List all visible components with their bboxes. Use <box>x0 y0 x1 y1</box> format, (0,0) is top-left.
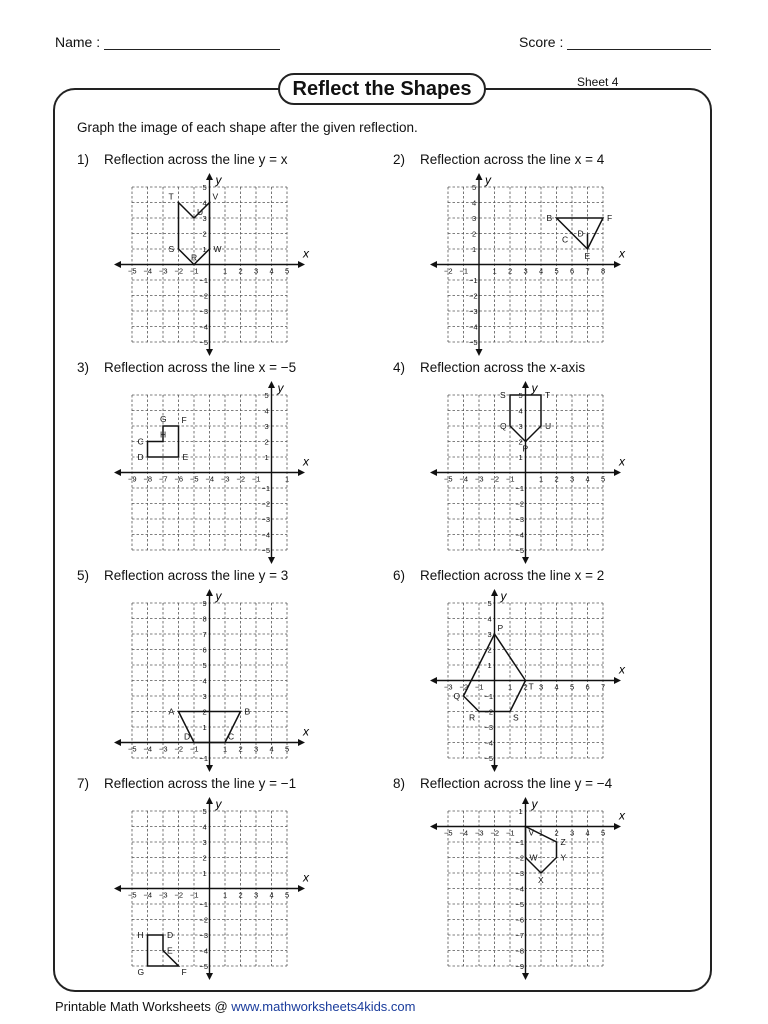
y-tick-label: −3 <box>261 515 271 524</box>
x-tick-label: 5 <box>554 266 559 276</box>
y-tick-label: 1 <box>202 869 207 878</box>
y-tick-label: −2 <box>484 707 494 717</box>
x-tick-label: 1 <box>539 474 544 484</box>
vertex-label: T <box>528 681 534 692</box>
x-axis-letter: x <box>303 870 309 885</box>
x-tick-label: 3 <box>254 744 259 754</box>
x-tick-label: −4 <box>459 474 469 484</box>
problem-6-label <box>393 568 604 583</box>
y-axis-letter: y <box>215 589 222 603</box>
x-tick-label: −5 <box>128 266 137 276</box>
x-tick-label: −2 <box>490 828 500 838</box>
y-tick-label: 3 <box>202 838 207 847</box>
problem-number: 1) <box>77 152 90 167</box>
y-tick-label: 6 <box>202 645 207 655</box>
x-tick-label: 5 <box>285 890 290 900</box>
x-tick-label: −1 <box>190 744 199 754</box>
y-tick-label: −5 <box>484 754 494 763</box>
tick-labels <box>128 599 289 763</box>
coordinate-grid-2 <box>428 175 628 355</box>
y-tick-label: −9 <box>515 962 525 971</box>
axes <box>114 797 305 980</box>
y-tick-label: 2 <box>472 229 477 239</box>
y-tick-label: −5 <box>199 338 209 347</box>
problem-text: Reflection across the line x = 2 <box>420 568 605 583</box>
x-tick-label: 5 <box>601 474 606 484</box>
y-tick-label: 5 <box>202 661 207 670</box>
x-tick-label: 2 <box>508 266 513 276</box>
y-axis-letter: y <box>277 381 284 395</box>
y-tick-label: −2 <box>515 853 525 863</box>
y-tick-label: −8 <box>515 946 525 956</box>
y-axis-letter: y <box>215 797 222 811</box>
y-tick-label: −2 <box>515 499 525 509</box>
y-tick-label: 1 <box>202 245 207 254</box>
y-tick-label: −5 <box>261 546 271 555</box>
x-tick-label: −2 <box>174 266 184 276</box>
vertex-label: Q <box>453 691 461 701</box>
x-tick-label: −3 <box>444 682 453 692</box>
vertex-label: D <box>577 228 584 239</box>
y-tick-label: 4 <box>472 198 477 208</box>
x-tick-label: 2 <box>238 266 243 276</box>
y-axis-letter: y <box>531 797 538 811</box>
vertex-label: P <box>522 443 529 454</box>
y-tick-label: 5 <box>264 391 269 400</box>
y-tick-label: −3 <box>515 869 525 878</box>
x-tick-label: 1 <box>539 828 544 838</box>
vertex-label: D <box>184 731 191 742</box>
x-axis-letter: x <box>619 454 625 469</box>
y-tick-label: 4 <box>202 676 207 686</box>
x-tick-label: 1 <box>223 890 228 900</box>
name-field <box>55 34 280 50</box>
y-tick-label: 9 <box>202 599 207 608</box>
y-tick-label: 2 <box>202 853 207 863</box>
y-tick-label: 5 <box>518 391 523 400</box>
y-tick-label: −1 <box>199 276 209 285</box>
score-label: Score : <box>519 34 564 50</box>
problem-number: 7) <box>77 776 90 791</box>
problem-text: Reflection across the line x = −5 <box>104 360 297 375</box>
vertex-label: F <box>181 415 187 425</box>
y-tick-label: 2 <box>264 437 269 447</box>
x-tick-label: −3 <box>475 828 484 838</box>
x-tick-label: 3 <box>523 266 528 276</box>
problem-number: 5) <box>77 568 90 583</box>
x-tick-label: 5 <box>285 744 290 754</box>
x-tick-label: −2 <box>174 890 184 900</box>
x-tick-label: 1 <box>223 744 228 754</box>
x-axis-letter: x <box>619 246 625 261</box>
y-tick-label: 5 <box>487 599 492 608</box>
name-line <box>104 35 280 50</box>
vertex-label: C <box>228 731 235 742</box>
x-tick-label: 2 <box>238 744 243 754</box>
problem-5-label <box>77 568 288 583</box>
vertex-label: W <box>529 852 538 863</box>
y-tick-label: −1 <box>261 484 271 493</box>
vertex-label: U <box>545 421 552 431</box>
problem-number: 8) <box>393 776 406 791</box>
x-tick-label: 4 <box>585 828 590 838</box>
x-tick-label: −3 <box>159 266 168 276</box>
x-tick-label: −5 <box>128 744 137 754</box>
x-axis-letter: x <box>619 662 625 677</box>
x-tick-label: 5 <box>570 682 575 692</box>
x-tick-label: −3 <box>475 474 484 484</box>
y-tick-label: −7 <box>515 931 525 940</box>
axes <box>114 173 305 356</box>
x-tick-label: 3 <box>570 828 575 838</box>
y-tick-label: −1 <box>484 692 494 701</box>
x-tick-label: −2 <box>490 474 500 484</box>
y-tick-label: −4 <box>469 322 478 332</box>
vertex-label: C <box>562 234 569 245</box>
vertex-label: X <box>538 875 544 885</box>
coordinate-grid-3 <box>112 383 312 563</box>
name-label: Name : <box>55 34 101 50</box>
y-tick-label: −5 <box>515 900 525 909</box>
vertex-label: F <box>607 213 613 223</box>
x-axis-letter: x <box>303 724 309 739</box>
x-tick-label: −4 <box>459 828 469 838</box>
coordinate-grid-8 <box>428 799 628 979</box>
vertex-label: G <box>160 414 167 424</box>
vertex-label: R <box>191 252 198 263</box>
x-tick-label: −1 <box>190 890 199 900</box>
vertex-label: S <box>168 244 175 254</box>
x-tick-label: −1 <box>506 474 515 484</box>
x-tick-label: 4 <box>269 890 274 900</box>
y-tick-label: −3 <box>484 723 494 732</box>
y-tick-label: −2 <box>199 915 209 925</box>
vertex-label: V <box>212 191 219 202</box>
score-line <box>567 35 711 50</box>
x-tick-label: −7 <box>159 474 168 484</box>
coordinate-grid-1 <box>112 175 312 355</box>
vertex-label: G <box>137 967 145 977</box>
vertex-label: E <box>584 251 591 261</box>
vertex-label: Z <box>560 837 566 847</box>
vertex-label: D <box>137 452 144 462</box>
coordinate-grid-5 <box>112 591 312 771</box>
axes <box>430 381 621 564</box>
vertex-label: W <box>213 244 222 254</box>
x-tick-label: 7 <box>601 682 606 692</box>
y-tick-label: −4 <box>515 530 525 540</box>
y-tick-label: −5 <box>199 962 209 971</box>
x-tick-label: −4 <box>143 890 153 900</box>
y-tick-label: 5 <box>202 807 207 816</box>
problem-2-label <box>393 152 604 167</box>
x-tick-label: 1 <box>285 474 290 484</box>
problem-3-label <box>77 360 296 375</box>
x-tick-label: 2 <box>554 474 559 484</box>
vertex-label: T <box>168 191 174 202</box>
x-tick-label: −1 <box>459 266 469 276</box>
vertex-label: E <box>167 945 173 956</box>
x-tick-label: −4 <box>143 266 153 276</box>
x-tick-label: −2 <box>444 266 453 276</box>
vertex-label: B <box>546 213 553 223</box>
x-tick-label: −5 <box>190 474 199 484</box>
problem-7-label <box>77 776 296 791</box>
x-tick-label: −3 <box>159 890 168 900</box>
x-tick-label: 5 <box>285 266 290 276</box>
x-tick-label: 1 <box>492 266 497 276</box>
y-tick-label: 3 <box>264 422 269 431</box>
y-tick-label: 4 <box>202 198 207 208</box>
x-tick-label: 6 <box>570 266 575 276</box>
y-tick-label: 2 <box>202 229 207 239</box>
score-field <box>519 34 711 50</box>
vertex-label: Q <box>500 421 507 431</box>
y-tick-label: −1 <box>199 754 209 763</box>
problem-text: Reflection across the line y = x <box>104 152 288 167</box>
x-tick-label: 3 <box>570 474 575 484</box>
x-tick-label: −6 <box>174 474 184 484</box>
x-tick-label: 5 <box>601 828 606 838</box>
y-tick-label: −3 <box>469 307 478 316</box>
vertex-label: A <box>168 706 175 717</box>
problem-text: Reflection across the x-axis <box>420 360 586 375</box>
y-tick-label: −6 <box>515 915 525 925</box>
vertex-label: D <box>167 930 174 940</box>
problem-text: Reflection across the line y = 3 <box>104 568 289 583</box>
y-tick-label: 3 <box>202 692 207 701</box>
instructions: Graph the image of each shape after the given reflection. <box>77 120 418 135</box>
y-axis-letter: y <box>531 381 538 395</box>
y-tick-label: 4 <box>518 406 523 416</box>
x-tick-label: 3 <box>254 266 259 276</box>
y-tick-label: 4 <box>487 614 492 624</box>
x-tick-label: −3 <box>159 744 168 754</box>
coordinate-grid-7 <box>112 799 312 979</box>
coordinate-grid-4 <box>428 383 628 563</box>
y-tick-label: −2 <box>261 499 271 509</box>
y-tick-label: −5 <box>469 338 478 347</box>
x-tick-label: 2 <box>554 828 559 838</box>
y-axis-letter: y <box>485 173 491 187</box>
x-tick-label: −8 <box>143 474 153 484</box>
x-tick-label: 3 <box>254 890 259 900</box>
x-axis-letter: x <box>303 454 309 469</box>
vertex-label: S <box>500 390 506 400</box>
vertex-label: H <box>137 930 144 940</box>
vertex-label: F <box>181 967 187 977</box>
x-tick-label: 4 <box>585 474 590 484</box>
y-tick-label: −1 <box>199 900 209 909</box>
problem-4-label <box>393 360 585 375</box>
vertex-label: E <box>182 452 189 462</box>
problem-number: 3) <box>77 360 90 375</box>
x-tick-label: −2 <box>174 744 184 754</box>
y-tick-label: 1 <box>518 453 523 462</box>
vertex-label: P <box>497 623 504 633</box>
x-axis-letter: x <box>303 246 309 261</box>
y-tick-label: −4 <box>261 530 271 540</box>
y-tick-label: −5 <box>515 546 525 555</box>
y-tick-label: 3 <box>202 214 207 223</box>
x-tick-label: 8 <box>601 266 606 276</box>
worksheet-title: Reflect the Shapes <box>278 73 486 105</box>
x-tick-label: −9 <box>128 474 137 484</box>
y-tick-label: −2 <box>199 291 209 301</box>
vertex-label: Y <box>560 852 567 863</box>
y-tick-label: −1 <box>515 838 525 847</box>
problem-text: Reflection across the line y = −1 <box>104 776 297 791</box>
footer-prefix: Printable Math Worksheets @ <box>55 999 232 1014</box>
problem-number: 4) <box>393 360 406 375</box>
y-tick-label: −1 <box>515 484 525 493</box>
y-tick-label: 1 <box>202 723 207 732</box>
problem-number: 2) <box>393 152 406 167</box>
x-tick-label: −1 <box>475 682 484 692</box>
x-tick-label: 3 <box>539 682 544 692</box>
x-tick-label: 2 <box>238 890 243 900</box>
y-tick-label: 3 <box>487 630 492 639</box>
x-tick-label: 4 <box>269 744 274 754</box>
vertex-label: U <box>197 207 204 217</box>
y-tick-label: −4 <box>484 738 494 748</box>
x-tick-label: 7 <box>585 266 590 276</box>
y-tick-label: −1 <box>469 276 478 285</box>
x-tick-label: 4 <box>269 266 274 276</box>
x-tick-label: 4 <box>554 682 559 692</box>
x-tick-label: −2 <box>236 474 246 484</box>
y-tick-label: −3 <box>515 515 525 524</box>
y-tick-label: 5 <box>202 183 207 192</box>
x-tick-label: −5 <box>444 474 453 484</box>
problem-number: 6) <box>393 568 406 583</box>
y-tick-label: 7 <box>202 630 207 639</box>
y-tick-label: −3 <box>199 931 209 940</box>
y-tick-label: −4 <box>199 946 209 956</box>
y-tick-label: 4 <box>202 822 207 832</box>
y-axis-letter: y <box>215 173 222 187</box>
tick-labels <box>444 807 605 971</box>
sheet-label: Sheet 4 <box>577 75 619 89</box>
x-tick-label: −4 <box>143 744 153 754</box>
y-tick-label: 5 <box>472 183 477 192</box>
x-axis-letter: x <box>619 808 625 823</box>
y-tick-label: 4 <box>264 406 269 416</box>
vertex-label: B <box>244 706 251 717</box>
y-tick-label: 3 <box>472 214 477 223</box>
y-tick-label: −3 <box>199 307 209 316</box>
vertex-label: R <box>469 712 476 723</box>
x-tick-label: −4 <box>205 474 215 484</box>
y-tick-label: −4 <box>515 884 525 894</box>
vertex-label: S <box>513 712 519 723</box>
vertex-label: T <box>545 390 551 400</box>
y-tick-label: 1 <box>487 661 492 670</box>
y-tick-label: −2 <box>469 291 478 301</box>
y-tick-label: 8 <box>202 614 207 624</box>
x-tick-label: −1 <box>190 266 199 276</box>
x-tick-label: 2 <box>523 682 528 692</box>
x-tick-label: 6 <box>585 682 590 692</box>
y-tick-label: 1 <box>472 245 477 254</box>
x-tick-label: −1 <box>252 474 261 484</box>
y-tick-label: −4 <box>199 322 209 332</box>
problem-8-label <box>393 776 612 791</box>
coordinate-grid-6 <box>428 591 628 771</box>
x-tick-label: 1 <box>508 682 513 692</box>
y-tick-label: 2 <box>487 645 492 655</box>
x-tick-label: −5 <box>444 828 453 838</box>
x-tick-label: −5 <box>128 890 137 900</box>
problem-text: Reflection across the line x = 4 <box>420 152 605 167</box>
y-tick-label: 1 <box>518 807 523 816</box>
footer <box>55 999 415 1014</box>
problem-1-label <box>77 152 287 167</box>
vertex-label: H <box>160 429 167 440</box>
y-tick-label: 2 <box>202 707 207 717</box>
y-tick-label: 1 <box>264 453 269 462</box>
x-tick-label: 1 <box>223 266 228 276</box>
footer-url: www.mathworksheets4kids.com <box>231 999 416 1014</box>
problem-text: Reflection across the line y = −4 <box>420 776 613 791</box>
x-tick-label: −2 <box>459 682 469 692</box>
vertex-label: C <box>137 436 144 447</box>
y-axis-letter: y <box>500 589 507 603</box>
y-tick-label: 2 <box>518 437 523 447</box>
vertex-label: V <box>528 827 535 838</box>
x-tick-label: 4 <box>539 266 544 276</box>
x-tick-label: −1 <box>506 828 515 838</box>
x-tick-label: −3 <box>221 474 230 484</box>
y-tick-label: 3 <box>518 422 523 431</box>
